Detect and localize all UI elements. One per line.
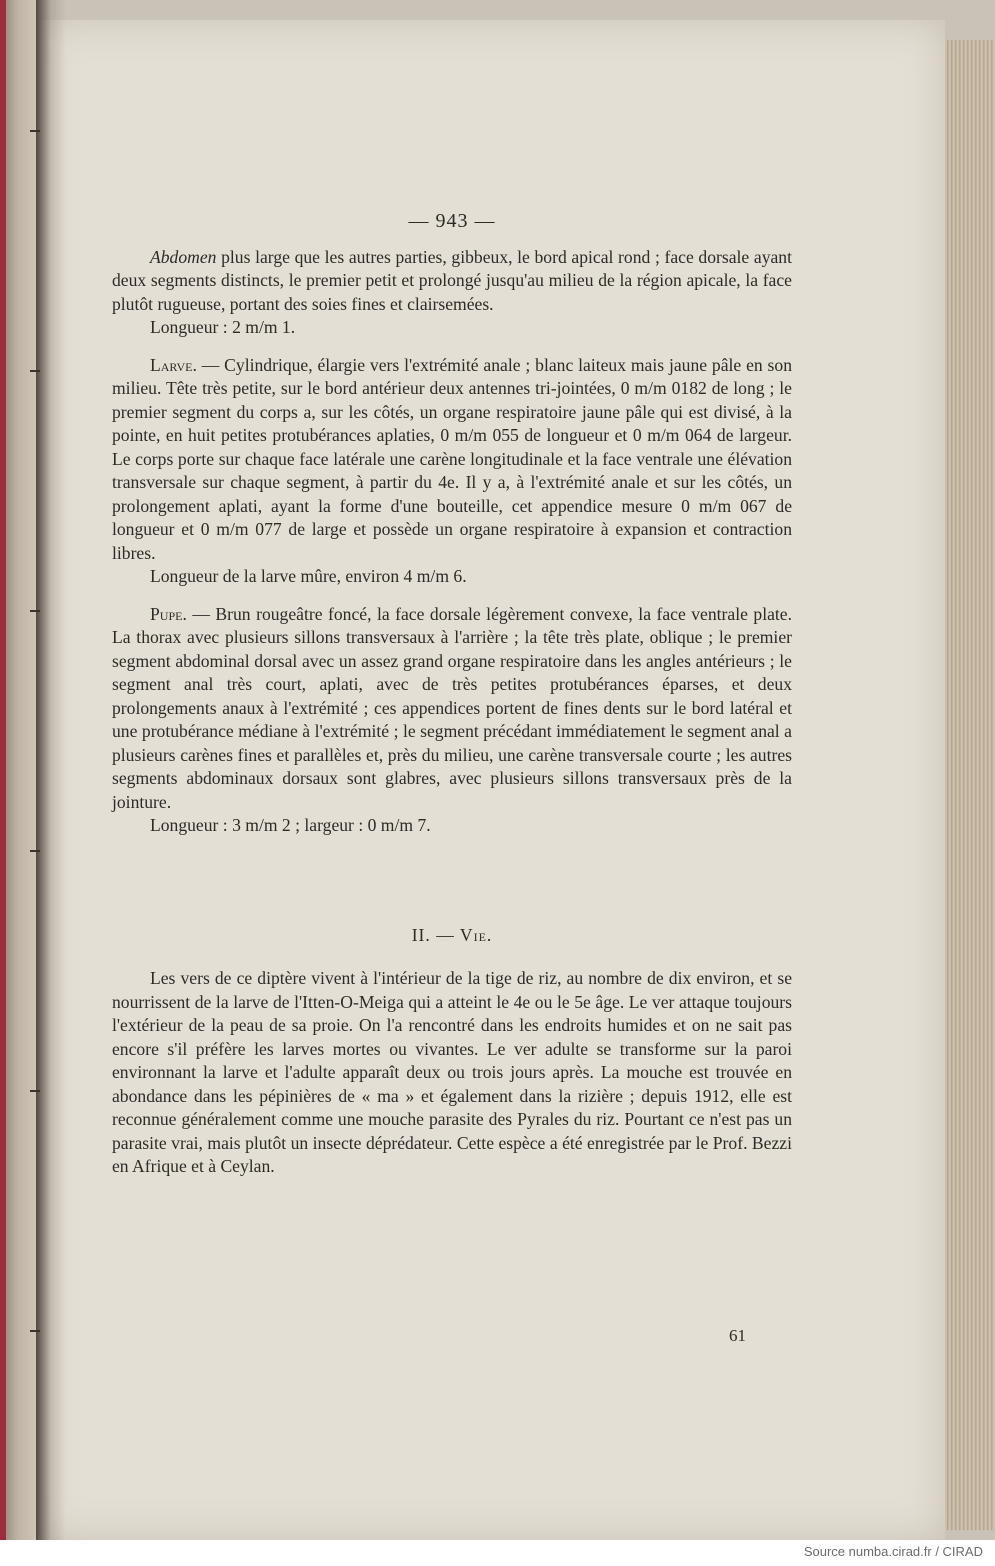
larve-label: Larve. [150,354,197,375]
pupe-text: — Brun rougeâtre foncé, la face dorsale légèrement convexe, la face ventrale plate. La thorax avec plusieurs sillons transversaux à l'arrière ; la tête très plate, oblique ; le premier segment abdominal dorsal avec un assez grand organe respiratoire dans les angles antérieurs ; le segment anal très court, aplati, avec de très petites protubérances éparses, et deux prolongements anaux à l'extrémité ; ces appendices portent de fines dents sur le bord latéral et une protubérance médiane à l'extrémité ; le segment précédant immédiatement le segment anal a plusieurs carènes fines et parallèles et, près du milieu, une carène transversale courte ; les autres segments abdominaux dorsaux sont glabres, avec plusieurs sillons transversaux près de la jointure. [112,603,792,812]
larve-length: Longueur de la larve mûre, environ 4 m/m 6. [150,566,467,586]
pupe-label: Pupe. [150,603,187,624]
page-folio: 61 [729,1326,746,1345]
vie-paragraph: Les vers de ce diptère vivent à l'intérieur de la tige de riz, au nombre de dix environ, et se nourrissent de la larve de l'Itten-O-Meiga qui a atteint le 4e ou le 5e âge. Le ver attaque toujours l'extérieur de la peau de sa proie. On l'a rencontré dans les endroits humides et on ne sait pas encore s'il préfère les larves mortes ou vivantes. Le ver adulte se transforme sur la paroi environnant la larve et l'adulte apparaît deux ou trois jours après. La mouche est trouvée en abondance dans les pépinières de « ma » et également dans la rizière ; depuis 1912, elle est reconnue généralement comme une mouche parasite des Pyrales du riz. Pourtant ce n'est pas un parasite vrai, mais plutôt un insecte déprédateur. Cette espèce a été enregistrée par le Prof. Bezzi en Afrique et à Ceylan. [112,968,792,1176]
larve-paragraph [112,354,792,566]
abdomen-lead: Abdomen [150,246,217,267]
page-text [112,210,792,1179]
source-credit: Source numba.cirad.fr / CIRAD [803,1544,983,1559]
section-title: II. — Vie. [411,924,493,945]
pupe-paragraph [112,603,792,815]
right-page-stack [940,40,995,1530]
page-header: — 943 — [408,210,496,232]
pupe-length: Longueur : 3 m/m 2 ; largeur : 0 m/m 7. [150,815,431,835]
abdomen-length: Longueur : 2 m/m 1. [150,317,296,337]
binding-marks [0,0,60,1540]
larve-text: — Cylindrique, élargie vers l'extrémité anale ; blanc laiteux mais jaune pâle en son milieu. Tête très petite, sur le bord antérieur deux antennes tri-jointées, 0 m/m 0182 de long ; le premier segment du corps a, sur les côtés, un organe respiratoire jaune pâle qui est divisé, à la pointe, en huit petites protubérances aplaties, 0 m/m 055 de longueur et 0 m/m 064 de largeur. Le corps porte sur chaque face latérale une carène longitudinale et la face ventrale une élévation transversale sur chaque segment, à partir du 4e. Il y a, à l'extrémité anale et sur les côtés, un prolongement aplati, ayant la forme d'une bouteille, cet appendice mesure 0 m/m 067 de longueur et 0 m/m 077 de large et possède un organe respiratoire à expansion et contraction libres. [112,354,792,563]
abdomen-paragraph [112,246,792,317]
abdomen-text: plus large que les autres parties, gibbeux, le bord apical rond ; face dorsale ayant deux segments distincts, le premier petit et prolongé jusqu'au milieu de la région apicale, la face plutôt rugueuse, portant des soies fines et clairsemées. [112,246,792,314]
source-bar [0,1540,995,1566]
